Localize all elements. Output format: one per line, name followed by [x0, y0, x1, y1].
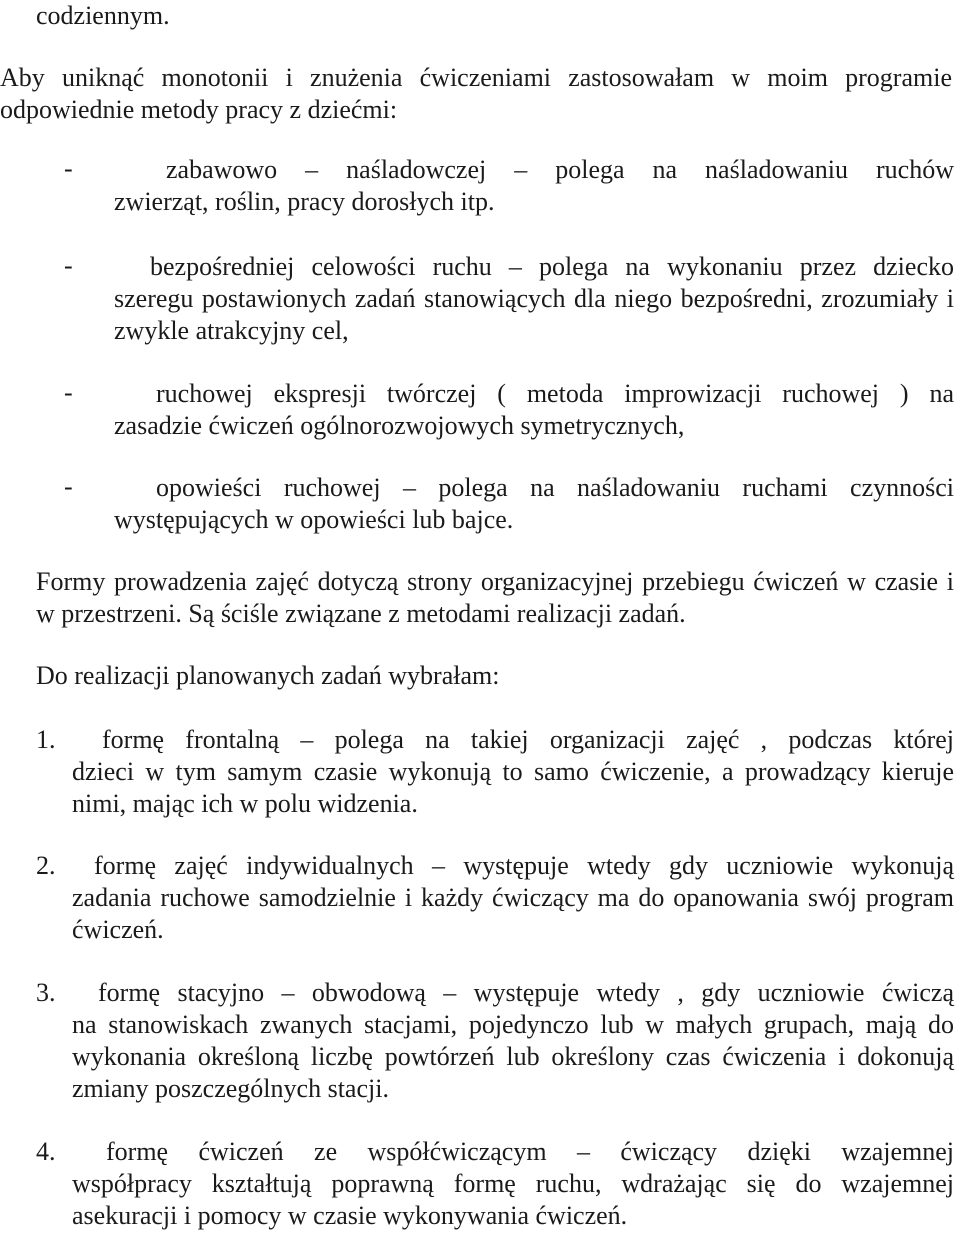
method-4-first-line: opowieści ruchowej – polega na naśladowaniu ruchami czynności	[156, 473, 954, 502]
method-2-continuation: szeregu postawionych zadań stanowiących dla niego bezpośredni, zrozumiały i zwykle atrakcyjny cel,	[114, 284, 954, 345]
method-1-bullet: -	[64, 154, 73, 183]
method-4-continuation: występujących w opowieści lub bajce.	[114, 505, 514, 534]
method-2-bullet: -	[64, 251, 73, 280]
method-1-first-line: zabawowo – naśladowczej – polega na naśladowaniu ruchów	[166, 155, 954, 184]
form-4-continuation: współpracy kształtują poprawną formę ruchu, wdrażając się do wzajemnej asekuracji i pomocy w czasie wykonywania ćwiczeń.	[72, 1169, 954, 1230]
form-4-number: 4.	[36, 1137, 56, 1166]
method-2-first-line: bezpośredniej celowości ruchu – polega na wykonaniu przez dziecko	[150, 252, 954, 281]
form-2-first-line: formę zajęć indywidualnych – występuje wtedy gdy uczniowie wykonują	[94, 851, 954, 880]
method-4-bullet: -	[64, 472, 73, 501]
form-3-first-line: formę stacyjno – obwodową – występuje wtedy , gdy uczniowie ćwiczą	[98, 978, 954, 1007]
form-4-first-line: formę ćwiczeń ze współćwiczącym – ćwiczący dzięki wzajemnej	[106, 1137, 954, 1166]
form-3-number: 3.	[36, 978, 56, 1007]
form-2-continuation: zadania ruchowe samodzielnie i każdy ćwiczący ma do opanowania swój program ćwiczeń.	[72, 883, 954, 944]
carryover-line: codziennym.	[36, 1, 170, 30]
forms-lead-line: Do realizacji planowanych zadań wybrałam:	[36, 661, 500, 690]
form-1-number: 1.	[36, 725, 56, 754]
method-3-continuation: zasadzie ćwiczeń ogólnorozwojowych symetrycznych,	[114, 411, 685, 440]
forms-intro-paragraph: Formy prowadzenia zajęć dotyczą strony organizacyjnej przebiegu ćwiczeń w czasie i w przestrzeni. Są ściśle związane z metodami realizacji zadań.	[36, 567, 954, 628]
method-1-continuation: zwierząt, roślin, pracy dorosłych itp.	[114, 187, 495, 216]
form-3-continuation: na stanowiskach zwanych stacjami, pojedynczo lub w małych grupach, mają do wykonania określoną liczbę powtórzeń lub określony czas ćwiczenia i dokonują zmiany poszczególnych stacji.	[72, 1010, 954, 1103]
intro-paragraph: Aby uniknąć monotonii i znużenia ćwiczeniami zastosowałam w moim programie odpowiednie metody pracy z dziećmi:	[0, 63, 952, 124]
method-3-bullet: -	[64, 378, 73, 407]
form-2-number: 2.	[36, 851, 56, 880]
form-1-first-line: formę frontalną – polega na takiej organizacji zajęć , podczas której	[102, 725, 954, 754]
form-1-continuation: dzieci w tym samym czasie wykonują to samo ćwiczenie, a prowadzący kieruje nimi, mając ich w polu widzenia.	[72, 757, 954, 818]
method-3-first-line: ruchowej ekspresji twórczej ( metoda improwizacji ruchowej ) na	[156, 379, 954, 408]
